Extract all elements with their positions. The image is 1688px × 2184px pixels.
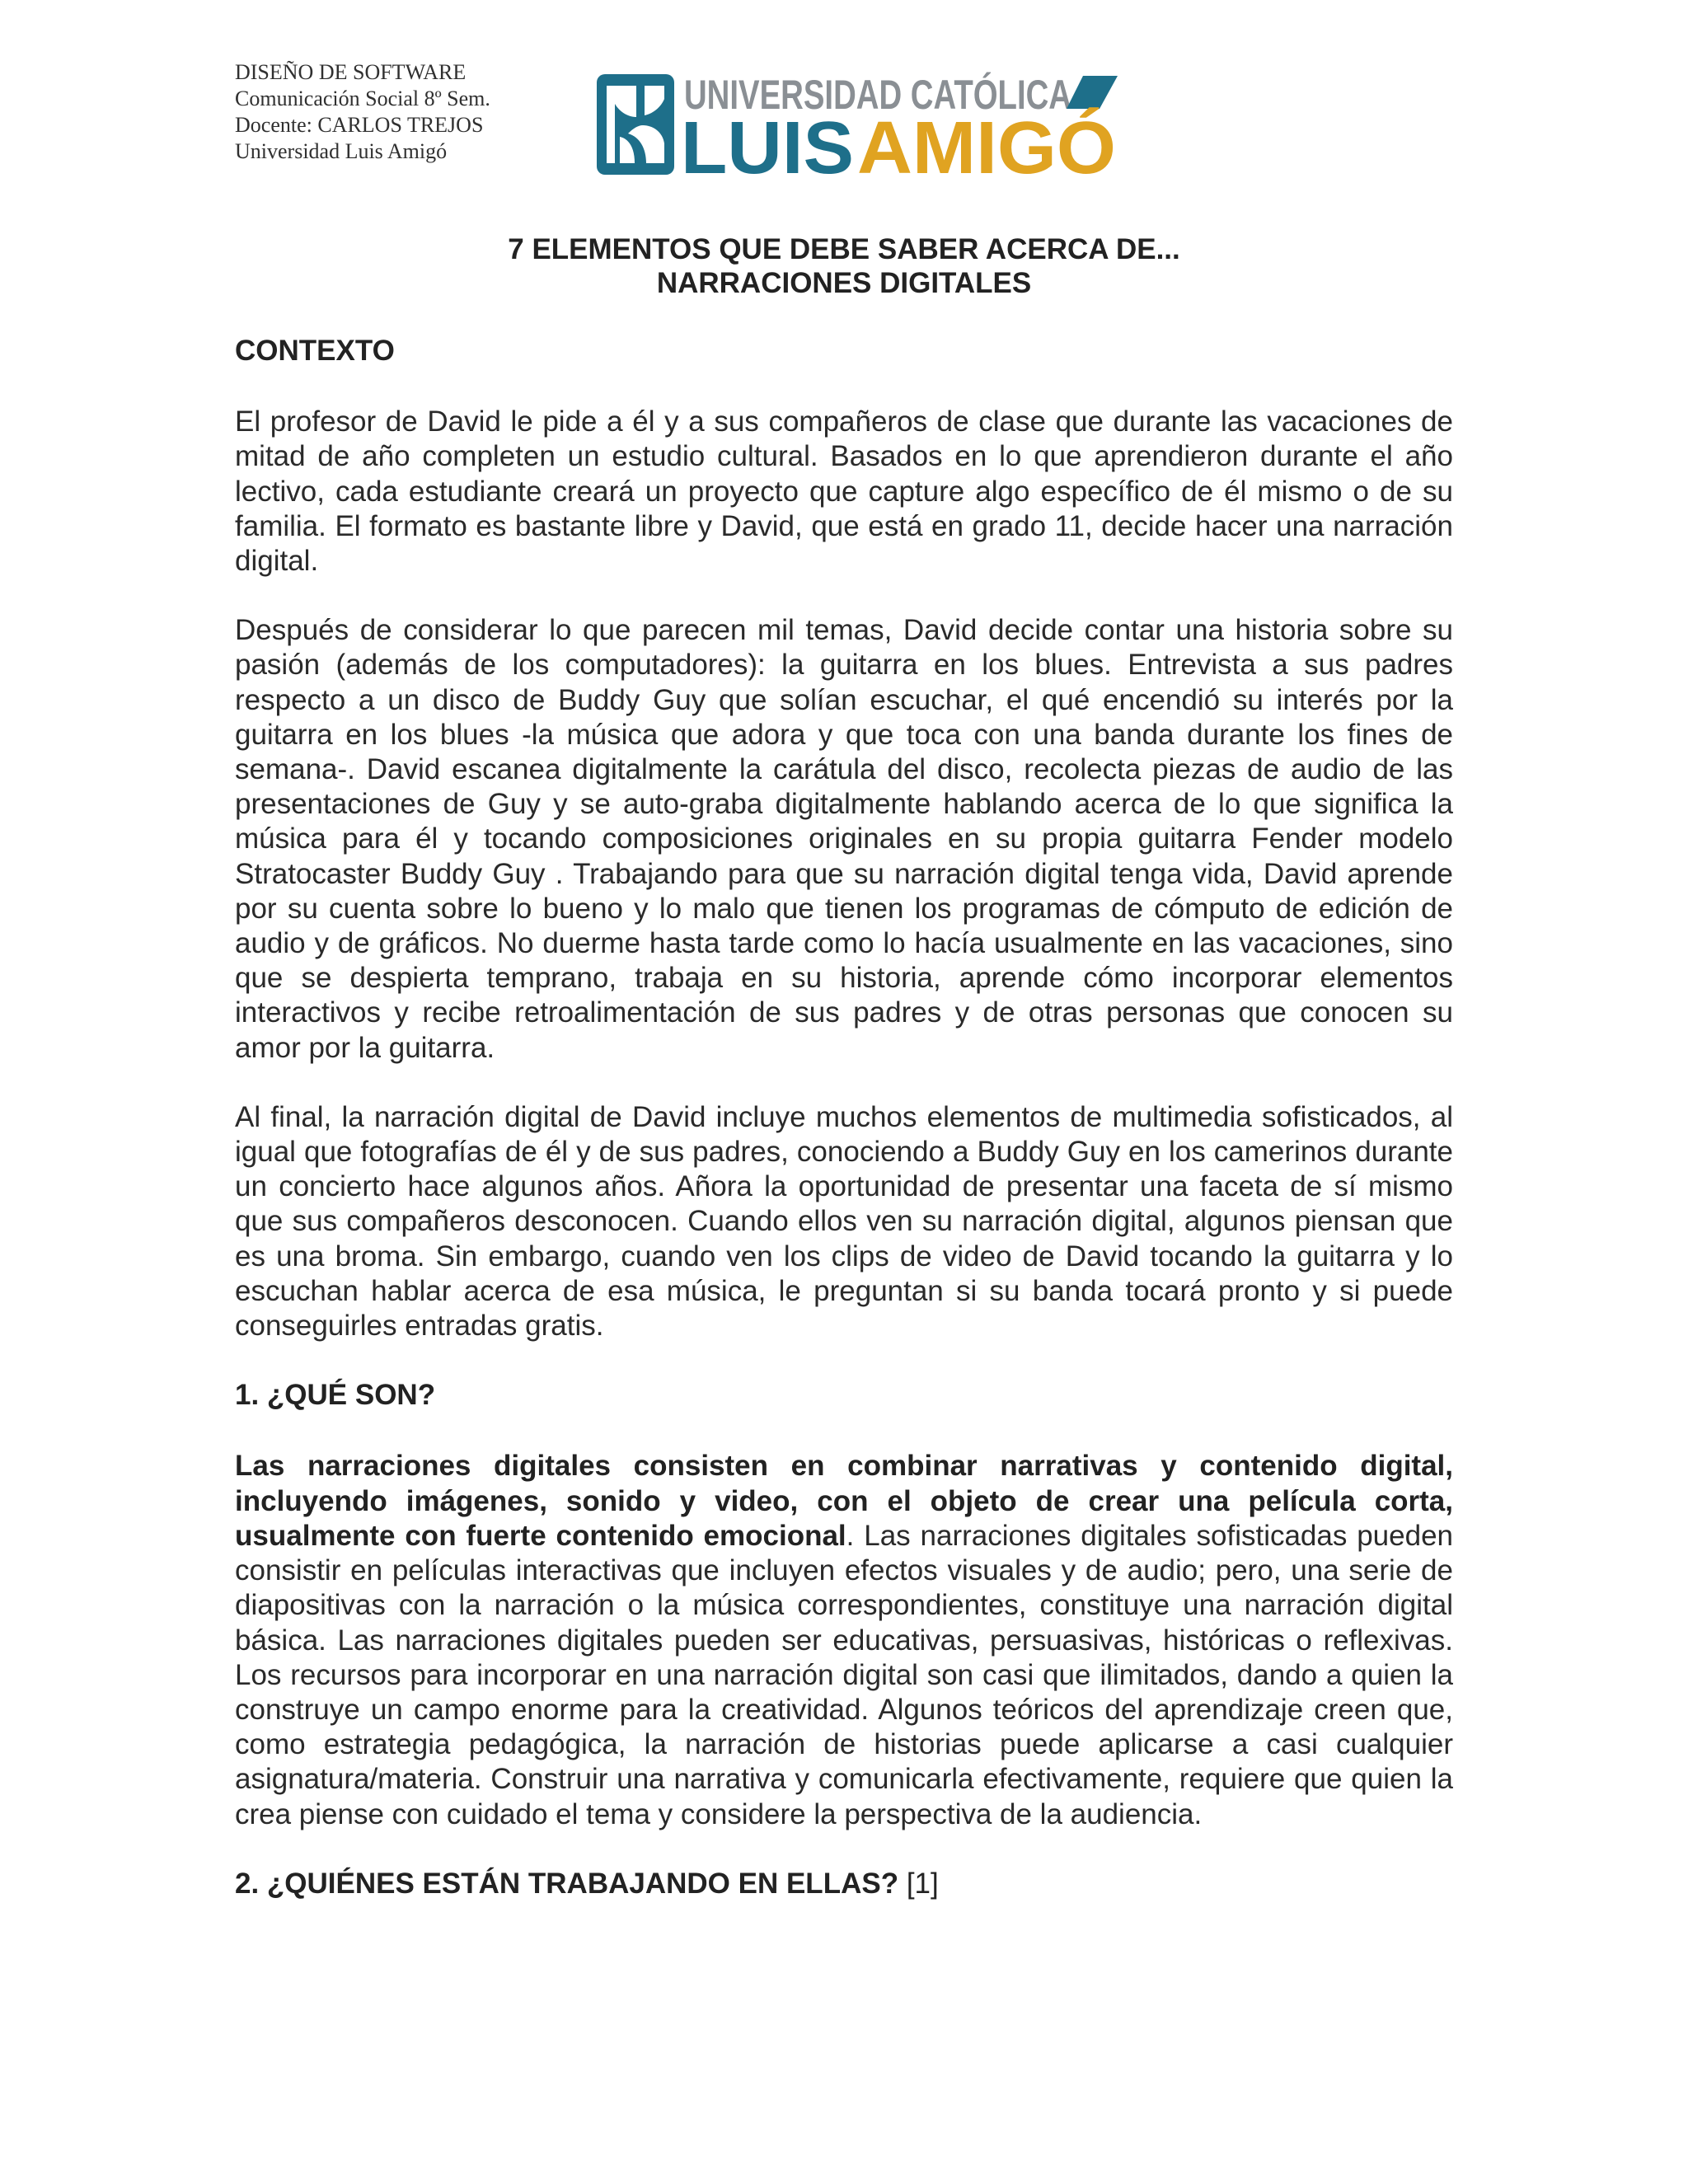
heading-quienes-text: 2. ¿QUIÉNES ESTÁN TRABAJANDO EN ELLAS? <box>235 1867 899 1900</box>
course-name: DISEÑO DE SOFTWARE <box>235 60 467 84</box>
heading-que-son: 1. ¿QUÉ SON? <box>235 1379 436 1412</box>
title-line-2: NARRACIONES DIGITALES <box>656 267 1032 299</box>
document-title <box>235 232 1453 300</box>
heading-contexto: CONTEXTO <box>235 335 395 367</box>
logo-accent-icon <box>1067 76 1118 109</box>
teacher-name: Docente: CARLOS TREJOS <box>235 113 484 137</box>
paragraph-context-2: Después de considerar lo que parecen mil temas, David decide contar una historia sobre su pasión (además de los computadores): la guitarra en los blues. Entrevista a sus padres respecto a un disco de Buddy Guy que solían escuchar, el qué encendió su interés por la guitarra en los blues -la música que adora y que toca con una banda durante los fines de semana-. David escanea digitalmente la carátula del disco, recolecta piezas de audio de las presentaciones de Guy y se auto-graba digitalmente hablando acerca de lo que significa la música para él y tocando composiciones originales en su propia guitarra Fender modelo Stratocaster Buddy Guy . Trabajando para que su narración digital tenga vida, David aprende por su cuenta sobre lo bueno y lo malo que tienen los programas de cómputo de edición de audio y de gráficos. No duerme hasta tarde como lo hacía usualmente en las vacaciones, sino que se despierta temprano, trabaja en su historia, aprende cómo incorporar elementos interactivos y recibe retroalimentación de sus padres y de otras personas que conocen su amor por la guitarra. <box>235 614 1453 1064</box>
document-body <box>235 334 1453 1901</box>
course-header <box>235 59 490 165</box>
title-line-1: 7 ELEMENTOS QUE DEBE SABER ACERCA DE... <box>508 233 1180 265</box>
paragraph-context-1: El profesor de David le pide a él y a sus compañeros de clase que durante las vacaciones de mitad de año completen un estudio cultural. Basados en lo que aprendieron durante el año lectivo, cada estudiante creará un proyecto que capture algo específico de él mismo o de su familia. El formato es bastante libre y David, que está en grado 11, decide hacer una narración digital. <box>235 405 1453 578</box>
reference-marker[interactable]: [1] <box>906 1867 939 1900</box>
university-name: Universidad Luis Amigó <box>235 139 448 163</box>
logo-main-text-amigo: AMIGÓ <box>857 107 1109 190</box>
program-semester: Comunicación Social 8º Sem. <box>235 87 490 110</box>
university-logo <box>595 68 1119 190</box>
heading-quienes <box>235 1867 1453 1901</box>
logo-emblem-icon <box>597 74 674 175</box>
definition-bold-text: Las narraciones digitales consisten en combinar narrativas y contenido digital, incluyendo imágenes, sonido y video, con el objeto de crear una película corta, usualmente con fuerte contenido emocional <box>235 1450 1453 1552</box>
paragraph-que-son <box>235 1449 1453 1831</box>
logo-top-text: UNIVERSIDAD CATÓLICA <box>684 72 1071 118</box>
paragraph-context-3: Al final, la narración digital de David incluye muchos elementos de multimedia sofisticados, al igual que fotografías de él y de sus padres, conociendo a Buddy Guy en los camerinos durante un concierto hace algunos años. Añora la oportunidad de presentar una faceta de sí mismo que sus compañeros desconocen. Cuando ellos ven su narración digital, algunos piensan que es una broma. Sin embargo, cuando ven los clips de video de David tocando la guitarra y lo escuchan hablar acerca de esa música, le preguntan si su banda tocará pronto y si puede conseguirles entradas gratis. <box>235 1100 1453 1343</box>
definition-body-text: . Las narraciones digitales sofisticadas pueden consistir en películas interactivas que incluyen efectos visuales y de audio; pero, una serie de diapositivas con la narración o la música correspondientes, constituye una narración digital básica. Las narraciones digitales pueden ser educativas, persuasivas, históricas o reflexivas. Los recursos para incorporar en una narración digital son casi que ilimitados, dando a quien la construye un campo enorme para la creatividad. Algunos teóricos del aprendizaje creen que, como estrategia pedagógica, la narración de historias puede aplicarse a casi cualquier asignatura/materia. Construir una narrativa y comunicarla efectivamente, requiere que quien la crea piense con cuidado el tema y considere la perspectiva de la audiencia. <box>235 1519 1453 1830</box>
logo-main-text-luis: LUIS <box>681 107 854 190</box>
